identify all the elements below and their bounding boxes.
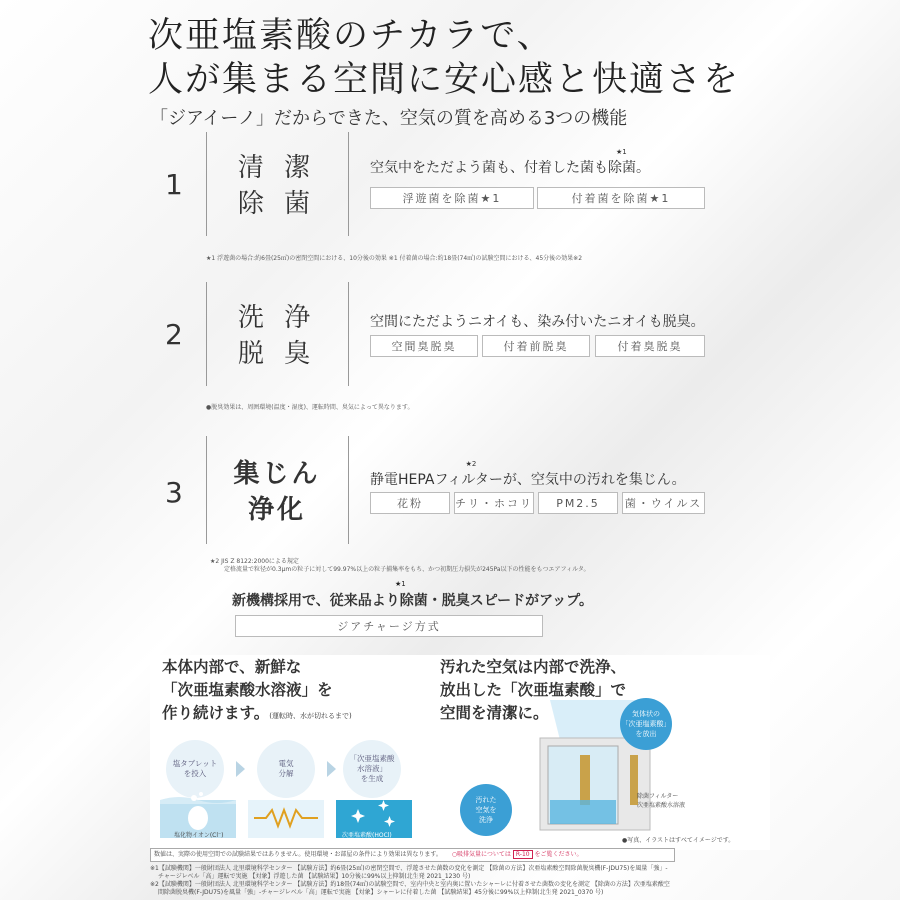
subheadline: 「ジアイーノ」だからできた、空気の質を高める3つの機能 [150, 108, 628, 129]
feature-3-divider-left [206, 436, 207, 544]
left-panel-small: (運転時、水が切れるまで) [269, 712, 352, 720]
speed-mark: ★1 [395, 580, 406, 588]
feature-3-divider-right [348, 436, 349, 544]
left-panel-heading [162, 656, 352, 728]
feature-3-description: 静電HEPAフィルターが、空気中の汚れを集じん。$^{★2}$ [370, 460, 686, 488]
chip-adhered-deodorize: 付着臭脱臭 [595, 335, 705, 357]
step-salt-tablet: 塩タブレット を投入 [166, 740, 224, 798]
feature-2-name-line2: 脱 臭 [237, 339, 317, 369]
bubble-release-hocl: 気体状の 「次亜塩素酸」 を放出 [620, 698, 672, 750]
feature-2-number: 2 [165, 318, 183, 351]
box-electrolysis [248, 790, 324, 838]
feature-1-divider-right [348, 132, 349, 236]
feature-3-name [222, 456, 332, 528]
chip-surface-sterilization: 付着菌を除菌★1 [537, 187, 705, 209]
chip-dust: チリ・ホコリ [454, 492, 534, 514]
chip-pre-adhesion-deodorize: 付着前脱臭 [482, 335, 590, 357]
footnote-2a: ※2【試験機関】一般財団法人 北里環境科学センター 【試験方法】約18畳(74㎥)の試験空間で、室内中央と室内奥に置いたシャーレに付着させた菌数の変化を測定 【除菌の方法】次亜塩素酸空 [150, 881, 670, 888]
feature-3-note-line1: ★2 JIS Z 8122:2000による規定 [210, 558, 299, 565]
left-panel-line3: 作り続けます。(運転時、水が切れるまで) [162, 704, 352, 722]
feature-1-divider-left [206, 132, 207, 236]
feature-2-name [222, 300, 332, 372]
speed-text: 新機構採用で、従来品より除菌・脱臭スピードがアップ。 [232, 593, 594, 609]
footnote-1b: チャージレベル「高」運転で実施 【対象】浮遊した菌 【試験結果】10分後に99%以上抑制(北生発 2021_1230 号) [158, 873, 471, 880]
headline-line2: 人が集まる空間に安心感と快適さを [148, 60, 741, 100]
box-hocl-label: 次亜塩素酸(HOCl) [342, 832, 392, 839]
chip-pm25: PM2.5 [538, 492, 618, 514]
electrolysis-illustration [248, 790, 324, 838]
photo-note: ●写真、イラストはすべてイメージです。 [622, 837, 735, 844]
chip-pollen: 花粉 [370, 492, 450, 514]
box-chloride-ions [160, 790, 236, 838]
left-panel-line1: 本体内部で、新鮮な [162, 658, 302, 676]
right-panel-line1: 汚れた空気は内部で洗浄、 [440, 658, 627, 676]
bubble-wash-air: 汚れた 空気を 洗浄 [460, 784, 512, 836]
right-panel-line3: 空間を清潔に。 [440, 704, 549, 722]
footnote-1a: ※1【試験機関】一般財団法人 北里環境科学センター 【試験方法】約6畳(25㎥)の密閉空間で、浮遊させた菌数の変化を測定 【除菌の方法】次亜塩素酸空間除菌脱臭機(F-JDU75)を風量「強」- [150, 865, 668, 872]
chip-airborne-sterilization: 浮遊菌を除菌★1 [370, 187, 534, 209]
device-illustration [520, 700, 700, 840]
ref-page: R-10 [513, 850, 533, 859]
box-hypochlorous-acid [336, 790, 412, 838]
step-arrow-2 [327, 761, 336, 777]
box-chloride-label: 塩化物イオン(Cl⁻) [174, 832, 224, 839]
feature-2-note: ●脱臭効果は、周囲環境(温度・湿度)、運転時間、臭気によって異なります。 [206, 404, 414, 411]
feature-1-name-line2: 除 菌 [237, 189, 317, 219]
feature-1-description: 空気中をただよう菌も、付着した菌も除菌。$^{★1}$ [370, 148, 650, 176]
feature-1-mark: ★1 [616, 148, 627, 156]
feature-3-mark: ★2 [465, 460, 477, 468]
chip-space-deodorize: 空間臭脱臭 [370, 335, 478, 357]
feature-2-divider-left [206, 282, 207, 386]
step-electrolysis: 電気 分解 [257, 740, 315, 798]
step-arrow-1 [236, 761, 245, 777]
feature-1-note: ★1 浮遊菌の場合:約6畳(25㎥)の密閉空間における、10分後の効果 ※1 付着菌の場合:約18畳(74㎥)の試験空間における、45分後の効果※2 [206, 255, 583, 262]
headline-line1: 次亜塩素酸のチカラで、 [148, 16, 554, 56]
footnote-2b: 間除菌脱臭機(F-JDU75)を風量「強」-チャージレベル「高」運転で実施 【対象】シャーレに付着した菌 【試験結果】45分後に99%以上抑制(北生発 2021_0370 号) [158, 889, 604, 896]
feature-3-note-line2: 定格流量で粒径が0.3μmの粒子に対して99.97%以上の粒子捕集率をもち、かつ初期圧力損失が245Pa以下の性能をもつエアフィルタ。 [224, 566, 590, 573]
disclaimer: 数値は、実際の使用空間での試験結果ではありません。使用環境・お部屋の条件により効果は異なります。 ○吸排気量については R-10 をご覧ください。 [150, 848, 675, 862]
feature-1-name [222, 150, 332, 222]
chip-dia-charge: ジアチャージ方式 [235, 615, 543, 637]
ref-note: ○吸排気量については [451, 851, 511, 858]
left-panel-line2: 「次亜塩素酸水溶液」を [162, 681, 333, 699]
feature-1-name-line1: 清 潔 [237, 153, 317, 183]
feature-2-description: 空間にただようニオイも、染み付いたニオイも脱臭。 [370, 314, 705, 330]
feature-3-name-line2: 浄化 [247, 495, 306, 525]
feature-3-name-line1: 集じん [233, 459, 321, 489]
label-hocl-solution: 次亜塩素酸水溶液 [637, 802, 686, 809]
feature-2-name-line1: 洗 浄 [237, 303, 317, 333]
right-panel-line2: 放出した「次亜塩素酸」で [440, 681, 627, 699]
ref-tail: をご覧ください。 [534, 851, 583, 858]
step-generate: 「次亜塩素酸 水溶液」 を生成 [343, 740, 401, 798]
chip-bacteria-virus: 菌・ウイルス [622, 492, 705, 514]
feature-1-number: 1 [165, 168, 183, 201]
label-filter: 除菌フィルター [637, 793, 679, 800]
feature-3-number: 3 [165, 476, 183, 509]
feature-2-divider-right [348, 282, 349, 386]
